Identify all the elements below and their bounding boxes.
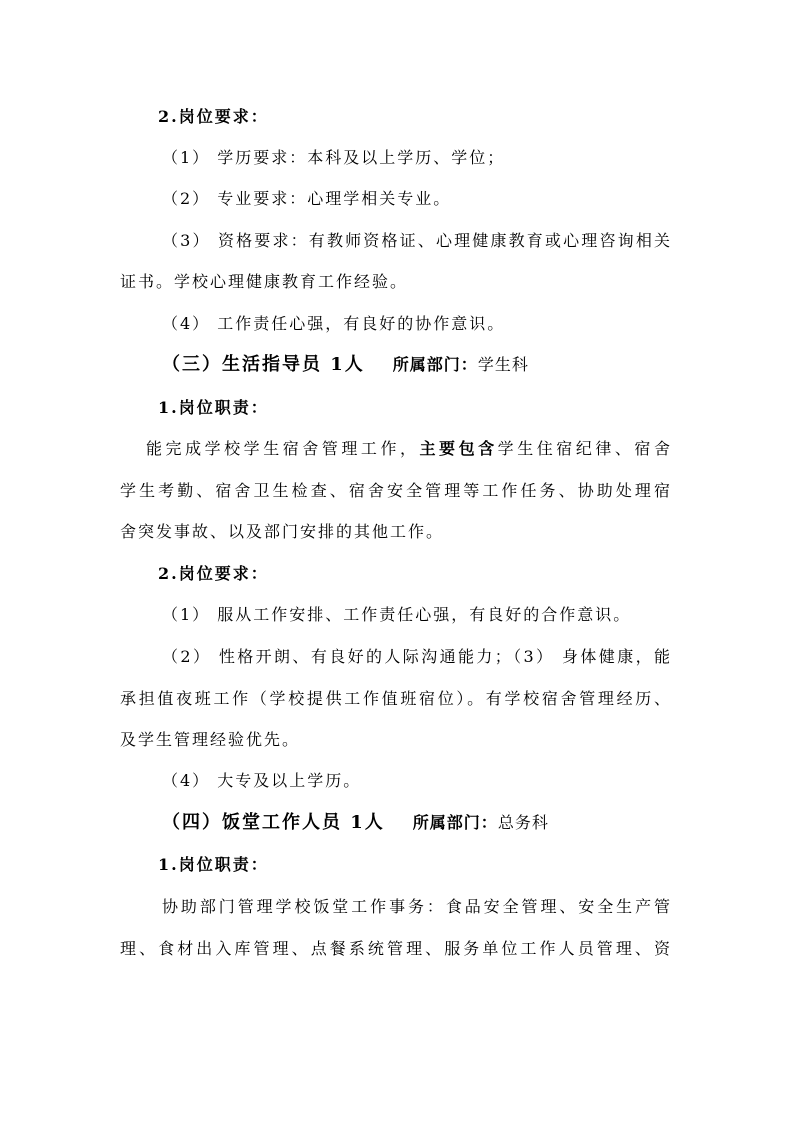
duties-title: 1.岗位职责： — [158, 398, 269, 417]
duty-line: 舍突发事故、以及部门安排的其他工作。 — [120, 522, 445, 541]
duty-line: 学生考勤、宿舍卫生检查、宿舍安全管理等工作任务、协助处理宿 — [120, 481, 672, 500]
department-label: 所属部门： — [392, 355, 478, 374]
requirement-item: （4） 大专及以上学历。 — [162, 771, 362, 790]
position-heading-row — [162, 354, 529, 376]
requirement-item: （3） 资格要求：有教师资格证、心理健康教育或心理咨询相关 — [162, 231, 672, 250]
emphasis-text: 主要包含 — [419, 439, 498, 458]
requirement-item-continued: 及学生管理经验优先。 — [120, 730, 301, 749]
department-value: 总务科 — [497, 813, 549, 832]
requirements-title: 2.岗位要求： — [158, 564, 269, 583]
duty-line: 理、食材出入库管理、点餐系统管理、服务单位工作人员管理、资 — [120, 939, 672, 958]
requirement-item: （2） 性格开朗、有良好的人际沟通能力；（3） 身体健康，能 — [162, 647, 672, 666]
department-label: 所属部门： — [412, 813, 498, 832]
department-value: 学生科 — [477, 355, 529, 374]
position-heading: （三）生活指导员 1人 — [162, 354, 365, 375]
position-heading-row — [162, 812, 549, 834]
requirement-item: （4） 工作责任心强，有良好的协作意识。 — [162, 314, 506, 333]
requirement-item: （2） 专业要求：心理学相关专业。 — [162, 189, 452, 208]
requirement-item: （1） 学历要求：本科及以上学历、学位； — [162, 148, 506, 167]
duty-line: 协助部门管理学校饭堂工作事务：食品安全管理、安全生产管 — [162, 897, 672, 916]
duty-line: 能完成学校学生宿舍管理工作，主要包含学生住宿纪律、宿舍 — [146, 439, 672, 458]
duties-title: 1.岗位职责： — [158, 855, 269, 874]
requirement-item: （1） 服从工作安排、工作责任心强，有良好的合作意识。 — [162, 605, 632, 624]
requirement-item-continued: 承担值夜班工作（学校提供工作值班宿位）。有学校宿舍管理经历、 — [120, 689, 672, 708]
requirement-item-continued: 证书。学校心理健康教育工作经验。 — [120, 272, 409, 291]
position-heading: （四）饭堂工作人员 1人 — [162, 812, 385, 833]
requirements-title: 2.岗位要求： — [158, 107, 269, 126]
